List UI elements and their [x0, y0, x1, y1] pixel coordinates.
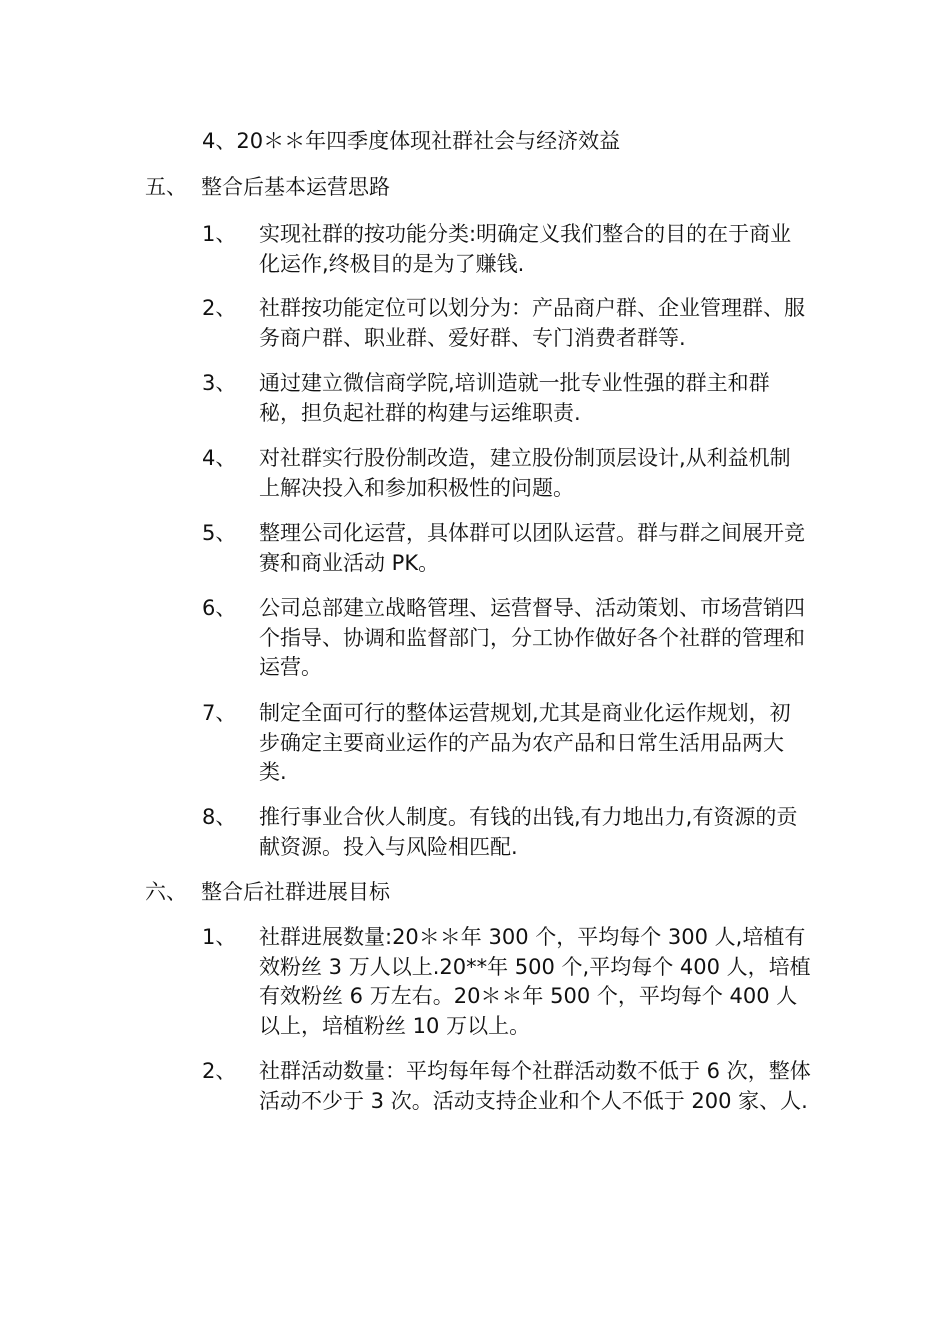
section-heading-5: [145, 172, 390, 202]
list-item: [202, 369, 812, 428]
item-number: 7、: [202, 701, 237, 725]
list-item: [202, 220, 812, 279]
item-text: 实现社群的按功能分类:明确定义我们整合的目的在于商业化运作,终极目的是为了赚钱.: [259, 222, 792, 276]
item-text: 制定全面可行的整体运营规划,尤其是商业化运作规划，初步确定主要商业运作的产品为农产品和日常生活用品两大类.: [259, 701, 791, 784]
list-item: [202, 519, 812, 578]
item-text: 对社群实行股份制改造，建立股份制顶层设计,从利益机制上解决投入和参加积极性的问题。: [259, 446, 791, 500]
item-number: 2、: [202, 296, 237, 320]
list-item: [202, 803, 812, 862]
list-item: [202, 1057, 812, 1116]
item-text: 社群按功能定位可以划分为：产品商户群、企业管理群、服务商户群、职业群、爱好群、专门消费者群等.: [259, 296, 805, 350]
top-line: 4、20＊＊年四季度体现社群社会与经济效益: [202, 129, 621, 153]
list-item: [202, 444, 812, 503]
item-number: 4、: [202, 446, 237, 470]
item-number: 2、: [202, 1059, 237, 1083]
item-text: 社群活动数量：平均每年每个社群活动数不低于 6 次，整体活动不少于 3 次。活动支持企业和个人不低于 200 家、人.: [259, 1059, 811, 1113]
section-heading-6: [145, 877, 390, 907]
list-item: [202, 294, 812, 353]
list-item: [202, 923, 812, 1041]
item-number: 6、: [202, 596, 237, 620]
section-number: 五、: [145, 175, 187, 199]
list-item: [202, 594, 812, 683]
item-number: 3、: [202, 371, 237, 395]
section-title: 整合后基本运营思路: [201, 175, 390, 199]
item-text: 推行事业合伙人制度。有钱的出钱,有力地出力,有资源的贡献资源。投入与风险相匹配.: [259, 805, 798, 859]
item-text: 公司总部建立战略管理、运营督导、活动策划、市场营销四个指导、协调和监督部门，分工协作做好各个社群的管理和运营。: [259, 596, 805, 679]
item-text: 社群进展数量:20＊＊年 300 个，平均每个 300 人,培植有效粉丝 3 万人以上.20**年 500 个,平均每个 400 人，培植有效粉丝 6 万左右。20＊＊年 500 个，平均每个 400 人以上，培植粉丝 10 万以上。: [259, 925, 811, 1038]
item-text: 通过建立微信商学院,培训造就一批专业性强的群主和群秘，担负起社群的构建与运维职责.: [259, 371, 770, 425]
item-number: 5、: [202, 521, 237, 545]
section-number: 六、: [145, 880, 187, 904]
item-text: 整理公司化运营，具体群可以团队运营。群与群之间展开竞赛和商业活动 PK。: [259, 521, 805, 575]
section-title: 整合后社群进展目标: [201, 880, 390, 904]
item-number: 8、: [202, 805, 237, 829]
list-item: [202, 699, 812, 788]
item-number: 1、: [202, 925, 237, 949]
item-number: 1、: [202, 222, 237, 246]
